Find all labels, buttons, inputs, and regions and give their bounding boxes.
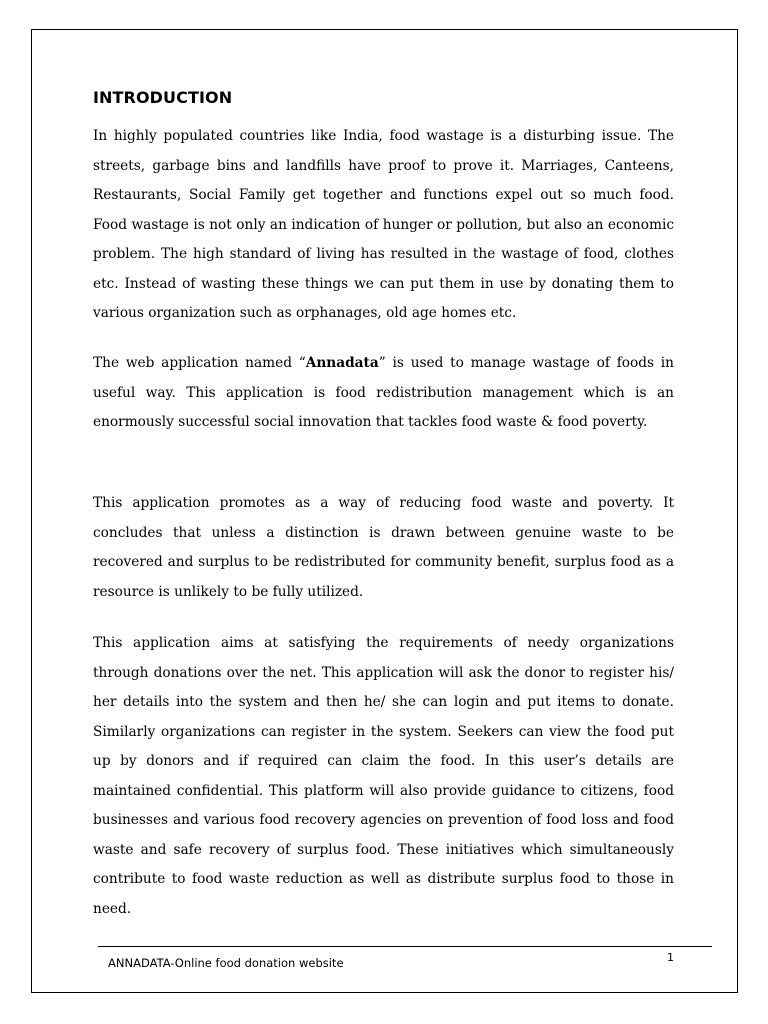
paragraph-annadata-rest: ” is used to manage wastage of foods in useful way. This application is food redistribution management which is an enormously successful social innovation that tackles food waste & food poverty.	[93, 355, 674, 430]
paragraph-app-aims: This application aims at satisfying the requirements of needy organizations through donations over the net. This application will ask the donor to register his/ her details into the system and then he/ she can login and put items to donate. Similarly organizations can register in the system. Seekers can view the food put up by donors and if required can claim the food. In this user’s details are maintained confidential. This platform will also provide guidance to citizens, food businesses and various food recovery agencies on prevention of food loss and food waste and safe recovery of surplus food. These initiatives which simultaneously contribute to food waste reduction as well as distribute surplus food to those in need.	[93, 635, 674, 917]
footer-title: ANNADATA-Online food donation website	[108, 956, 344, 970]
paragraph-food-wastage: In highly populated countries like India, food wastage is a disturbing issue. The streets, garbage bins and landfills have proof to prove it. Marriages, Canteens, Restaurants, Social Family get together and functions expel out so much food. Food wastage is not only an indication of hunger or pollution, but also an economic problem. The high standard of living has resulted in the wastage of food, clothes etc. Instead of wasting these things we can put them in use by donating them to various organization such as orphanages, old age homes etc.	[93, 128, 674, 321]
section-heading: INTRODUCTION	[93, 88, 233, 107]
paragraph-annadata-lead: The web application named “	[93, 355, 306, 371]
page-number: 1	[667, 951, 674, 964]
paragraph-reducing-waste: This application promotes as a way of reducing food waste and poverty. It concludes that unless a distinction is drawn between genuine waste to be recovered and surplus to be redistributed for community benefit, surplus food as a resource is unlikely to be fully utilized.	[93, 495, 674, 600]
footer-divider	[98, 946, 712, 947]
paragraph-annadata-app	[93, 349, 674, 438]
app-name: Annadata	[305, 355, 379, 371]
